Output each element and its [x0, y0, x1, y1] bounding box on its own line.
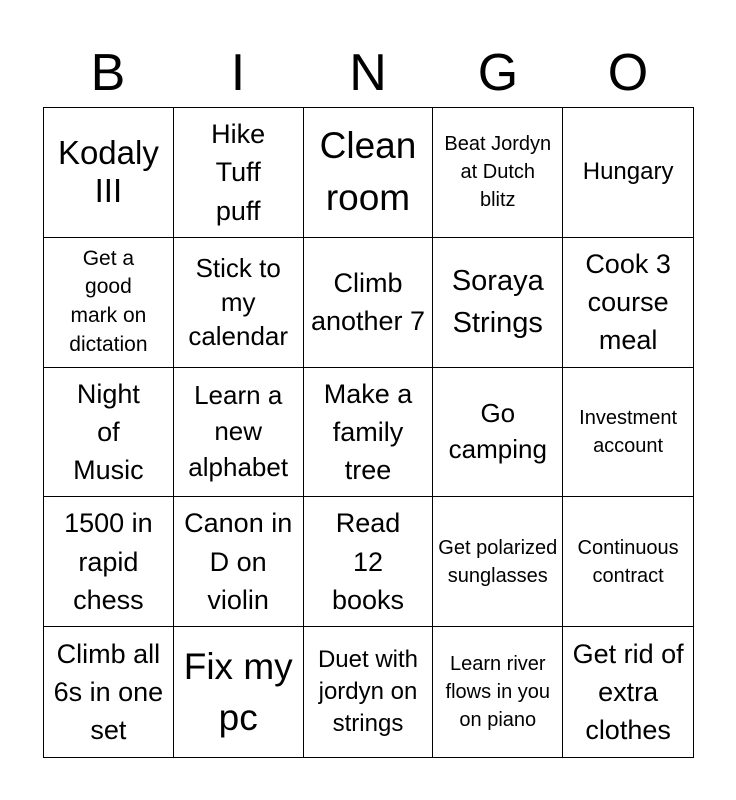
bingo-cell[interactable] — [433, 497, 563, 627]
bingo-cell[interactable] — [563, 108, 693, 238]
cell-text: Stick to my calendar — [188, 252, 289, 352]
bingo-cell[interactable] — [174, 627, 304, 757]
cell-text: Cook 3 course meal — [585, 248, 671, 356]
header-letter-o: O — [607, 44, 649, 102]
cell-text: Get rid of extra clothes — [572, 638, 684, 746]
bingo-cell[interactable] — [433, 627, 563, 757]
bingo-cell[interactable] — [174, 108, 304, 238]
cell-text: Hike Tuff puff — [211, 118, 266, 226]
bingo-cell[interactable] — [174, 238, 304, 368]
cell-text: Canon in D on violin — [184, 508, 293, 615]
cell-text: Learn river flows in you on piano — [445, 653, 551, 732]
header-letter-g: G — [477, 44, 519, 102]
bingo-cell[interactable] — [563, 368, 693, 498]
bingo-cell[interactable] — [304, 368, 434, 498]
cell-text: Read 12 books — [331, 508, 405, 615]
bingo-header — [43, 40, 693, 106]
cell-text: Continuous contract — [577, 536, 679, 587]
bingo-cell[interactable] — [304, 627, 434, 757]
cell-text: Learn a new alphabet — [188, 380, 289, 482]
bingo-cell[interactable] — [563, 497, 693, 627]
bingo-cell[interactable] — [433, 238, 563, 368]
bingo-cell[interactable] — [433, 368, 563, 498]
header-letter-i: I — [230, 44, 246, 102]
cell-text: Beat Jordyn at Dutch blitz — [444, 133, 552, 212]
cell-text: 1500 in rapid chess — [64, 508, 153, 615]
cell-text: Duet with jordyn on strings — [317, 646, 418, 738]
cell-text: Kodaly III — [57, 134, 159, 210]
bingo-cell[interactable] — [174, 368, 304, 498]
bingo-cell[interactable] — [44, 368, 174, 498]
bingo-cell[interactable] — [433, 108, 563, 238]
bingo-cell[interactable] — [563, 627, 693, 757]
bingo-cell[interactable] — [304, 497, 434, 627]
bingo-cell[interactable] — [44, 238, 174, 368]
cell-text: Climb all 6s in one set — [53, 638, 164, 746]
bingo-cell[interactable] — [174, 497, 304, 627]
bingo-cell[interactable] — [304, 108, 434, 238]
cell-text: Hungary — [582, 158, 674, 185]
bingo-board — [43, 107, 694, 758]
cell-text: Investment account — [579, 406, 677, 457]
cell-text: Go camping — [448, 398, 547, 464]
header-letter-b: B — [90, 44, 126, 102]
cell-text: Get a good mark on dictation — [69, 246, 148, 356]
bingo-cell[interactable] — [44, 627, 174, 757]
bingo-cell[interactable] — [44, 108, 174, 238]
cell-text: Clean room — [319, 124, 417, 219]
cell-text: Soraya Strings — [451, 265, 544, 340]
header-letter-n: N — [349, 44, 387, 102]
cell-text: Fix my pc — [183, 646, 293, 739]
bingo-cell[interactable] — [304, 238, 434, 368]
cell-text: Night of Music — [73, 378, 144, 486]
cell-text: Climb another 7 — [310, 267, 426, 337]
cell-text: Get polarized sunglasses — [438, 536, 558, 587]
bingo-cell[interactable] — [563, 238, 693, 368]
bingo-cell[interactable] — [44, 497, 174, 627]
cell-text: Make a family tree — [323, 378, 413, 486]
